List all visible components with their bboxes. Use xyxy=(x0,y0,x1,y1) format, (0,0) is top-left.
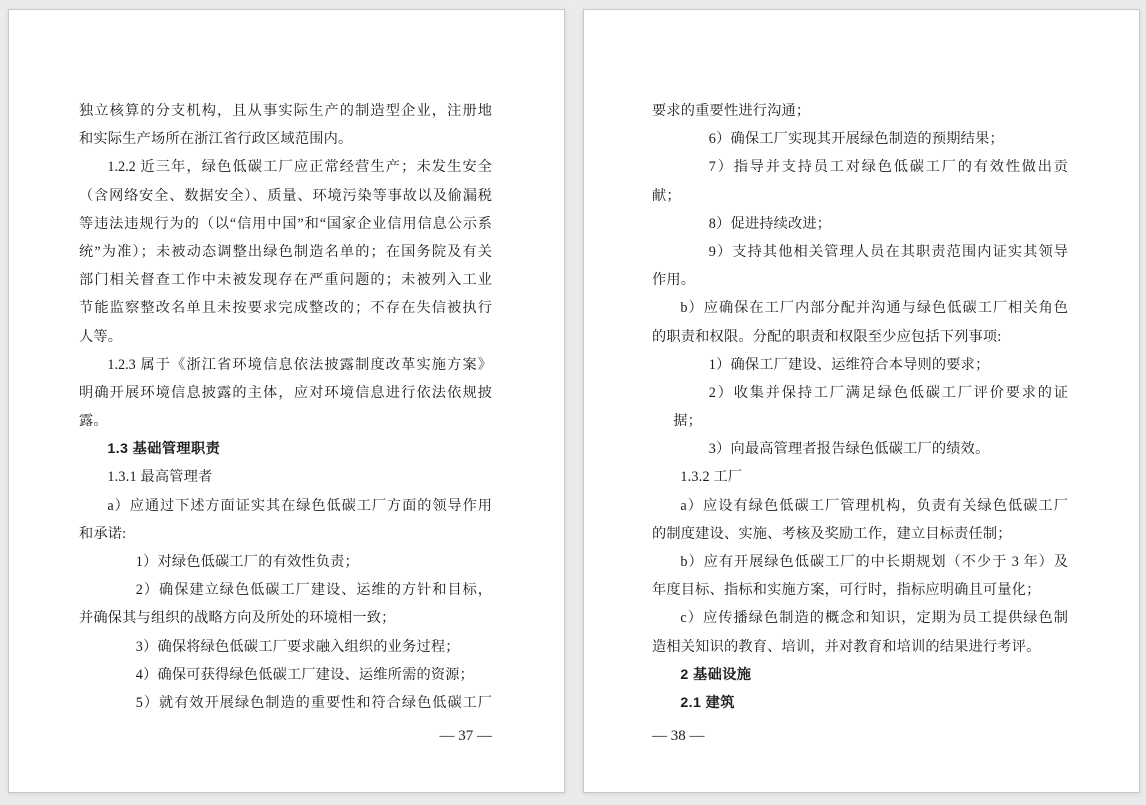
text-line: 2.1 建筑 xyxy=(680,694,735,711)
text-line: 并确保其与组织的战略方向及所处的环境相一致； xyxy=(79,610,396,627)
text-line: 2）确保建立绿色低碳工厂建设、运维的方针和目标， xyxy=(135,582,492,599)
text-line: 要求的重要性进行沟通； xyxy=(652,103,811,119)
text-line: 的制度建设、实施、考核及奖励工作，建立目标责任制； xyxy=(652,525,1012,542)
page-number-37: — 37 — xyxy=(439,728,492,744)
text-line: 1.3 基础管理职责 xyxy=(107,441,221,458)
text-line: （含网络安全、数据安全）、质量、环境污染等事故以及偷漏税 xyxy=(79,187,492,204)
text-line: c）应传播绿色制造的概念和知识，定期为员工提供绿色制 xyxy=(680,610,1068,627)
text-line: 8）促进持续改进； xyxy=(708,215,832,232)
text-line: 6）确保工厂实现其开展绿色制造的预期结果； xyxy=(708,131,1004,148)
text-line: 独立核算的分支机构，且从事实际生产的制造型企业，注册地 xyxy=(79,103,492,119)
text-line: 9）支持其他相关管理人员在其职责范围内证实其领导 xyxy=(708,243,1068,260)
page-38-text-block xyxy=(652,97,1068,717)
text-line: 3）确保将绿色低碳工厂要求融入组织的业务过程； xyxy=(135,638,460,655)
text-line: 年度目标、指标和实施方案，可行时，指标应明确且可量化； xyxy=(652,582,1041,599)
text-line: 1）确保工厂建设、运维符合本导则的要求； xyxy=(708,356,990,373)
text-line: b）应有开展绿色低碳工厂的中长期规划（不少于 3 年）及 xyxy=(680,554,1068,570)
text-line: 作用。 xyxy=(652,272,696,289)
text-line: 节能监察整改名单且未按要求完成整改的；不存在失信被执行 xyxy=(79,300,492,317)
text-line: 5）就有效开展绿色制造的重要性和符合绿色低碳工厂 xyxy=(135,694,492,711)
document-page-37 xyxy=(8,9,565,793)
text-line: 1.2.3 属于《浙江省环境信息依法披露制度改革实施方案》 xyxy=(107,356,492,373)
text-line: 等违法违规行为的（以“信用中国”和“国家企业信用信息公示系 xyxy=(79,215,492,232)
text-line: 统”为准）；未被动态调整出绿色制造名单的；在国务院及有关 xyxy=(79,243,492,260)
text-line: 造相关知识的教育、培训，并对教育和培训的结果进行考评。 xyxy=(652,638,1041,655)
text-line: 的职责和权限。分配的职责和权限至少应包括下列事项: xyxy=(652,328,1002,345)
text-line: 露。 xyxy=(79,413,108,430)
text-line: 1）对绿色低碳工厂的有效性负责； xyxy=(135,554,359,570)
text-line: 2）收集并保持工厂满足绿色低碳工厂评价要求的证 xyxy=(708,384,1068,401)
text-line: 7）指导并支持员工对绿色低碳工厂的有效性做出贡 xyxy=(708,159,1068,176)
text-line: 人等。 xyxy=(79,328,123,345)
text-line: 1.3.1 最高管理者 xyxy=(107,469,213,486)
text-line: a）应设有绿色低碳工厂管理机构，负责有关绿色低碳工厂 xyxy=(680,497,1068,514)
text-line: 献； xyxy=(652,187,681,204)
document-page-38 xyxy=(583,9,1140,793)
text-line: 3）向最高管理者报告绿色低碳工厂的绩效。 xyxy=(708,441,990,458)
text-line: 1.2.2 近三年，绿色低碳工厂应正常经营生产；未发生安全 xyxy=(107,159,492,176)
text-line: 2 基础设施 xyxy=(680,666,752,683)
text-line: 和实际生产场所在浙江省行政区域范围内。 xyxy=(79,131,353,148)
text-line: 部门相关督查工作中未被发现存在严重问题的；未被列入工业 xyxy=(79,272,492,289)
text-line: 和承诺: xyxy=(79,525,127,542)
page-number-38: — 38 — xyxy=(652,728,705,744)
text-line: 4）确保可获得绿色低碳工厂建设、运维所需的资源； xyxy=(135,666,475,683)
text-line: b）应确保在工厂内部分配并沟通与绿色低碳工厂相关角色 xyxy=(680,300,1068,317)
text-line: 明确开展环境信息披露的主体，应对环境信息进行依法依规披 xyxy=(79,384,492,401)
text-line: 1.3.2 工厂 xyxy=(680,469,743,486)
text-line: 据； xyxy=(673,413,703,430)
text-line: a）应通过下述方面证实其在绿色低碳工厂方面的领导作用 xyxy=(107,497,492,514)
page-37-text-block xyxy=(79,97,492,717)
